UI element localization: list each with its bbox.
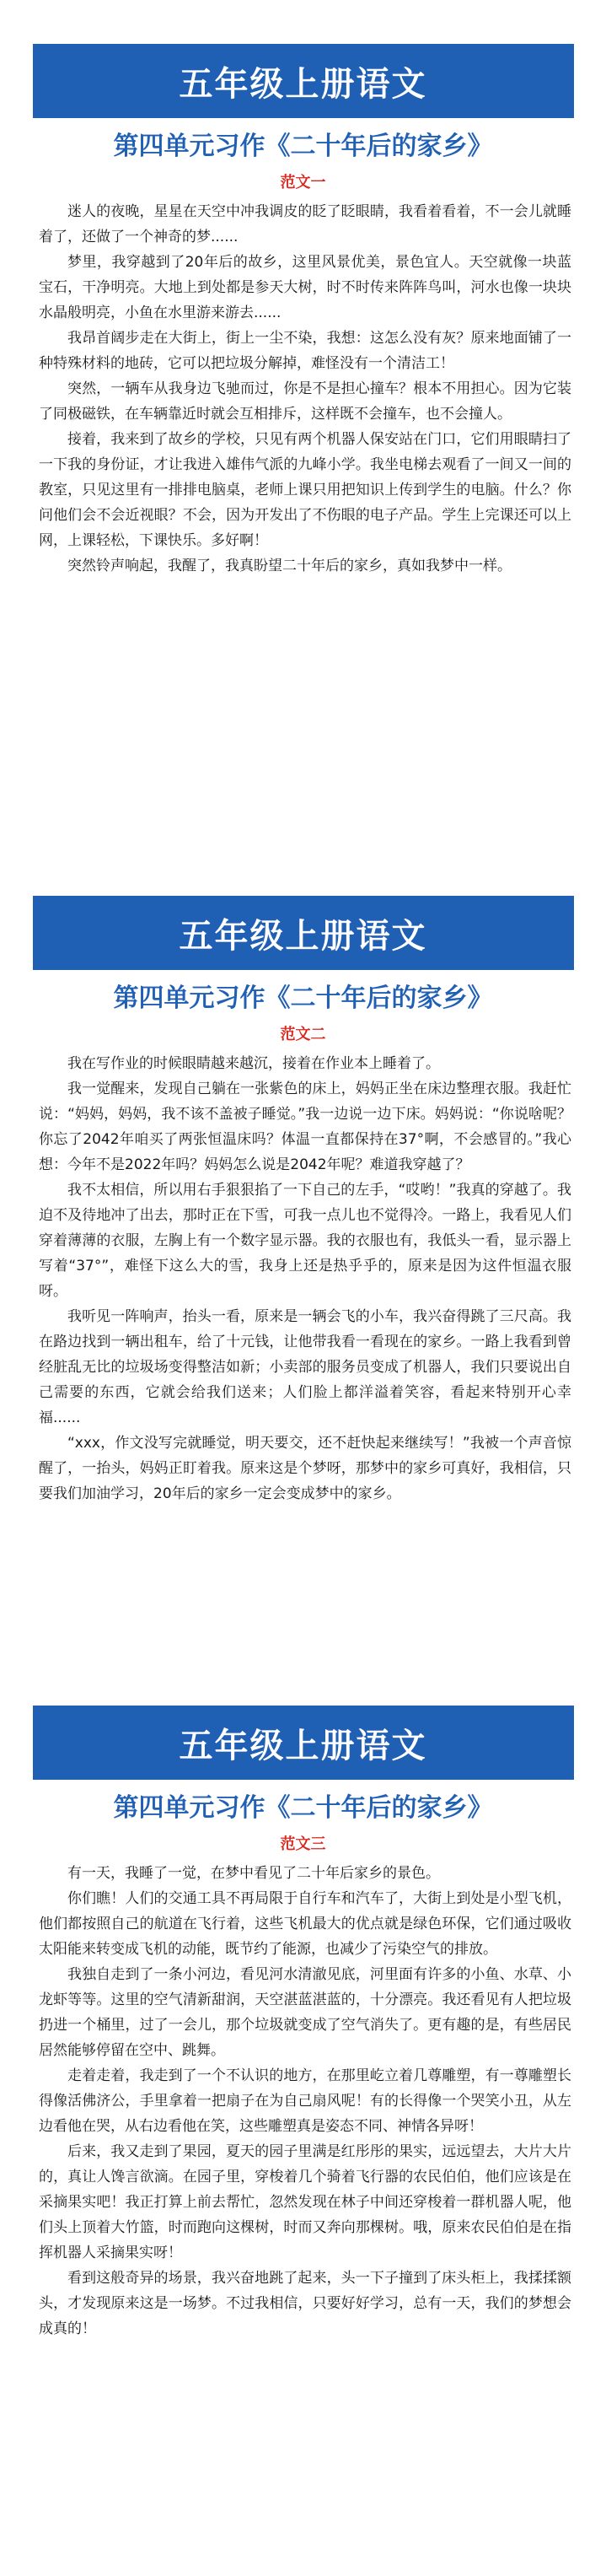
article-section-2 (0, 896, 606, 1506)
paragraph: 你们瞧！人们的交通工具不再局限于自行车和汽车了，大街上到处是小型飞机，他们都按照自己的航道在飞行着，这些飞机最大的优点就是绿色环保，它们通过吸收太阳能来转变成飞机的动能，既节约了能源，也减少了污染空气的排放。 (39, 1890, 571, 1958)
paragraph: 我听见一阵响声，抬头一看，原来是一辆会飞的小车，我兴奋得跳了三尺高。我在路边找到一辆出租车，给了十元钱，让他带我看一看现在的家乡。一路上我看到曾经脏乱无比的垃圾场变得整洁如新；小卖部的服务员变成了机器人，我们只要说出自己需要的东西，它就会给我们送来；人们脸上都洋溢着笑容，看起来特别开心幸福...... (39, 1308, 571, 1426)
paragraph: 后来，我又走到了果园，夏天的园子里满是红彤彤的果实，远远望去，大片大片的，真让人馋言欲滴。在园子里，穿梭着几个骑着飞行器的农民伯伯，他们应该是在采摘果实吧！我正打算上前去帮忙，忽然发现在林子中间还穿梭着一群机器人呢，他们头上顶着大竹篮，时而跑向这棵树，时而又奔向那棵树。哦，原来农民伯伯是在指挥机器人采摘果实呀！ (39, 2143, 571, 2261)
paragraph: 我在写作业的时候眼睛越来越沉，接着在作业本上睡着了。 (67, 1055, 440, 1072)
paragraph: 我昂首阔步走在大街上，街上一尘不染，我想：这怎么没有灰？原来地面铺了一种特殊材料的地砖，它可以把垃圾分解掉，难怪没有一个清洁工！ (39, 330, 571, 372)
paragraph: 我不太相信，所以用右手狠狠掐了一下自己的左手，“哎哟！”我真的穿越了。我迫不及待地冲了出去，那时正在下雪，可我一点儿也不觉得冷。一路上，我看见人们穿着薄薄的衣服，左胸上有一个数字显示器。我的衣服也有，我低头一看，显示器上写着“37°”，难怪下这么大的雪，我身上还是热乎乎的，原来是因为这件恒温衣服呀。 (39, 1182, 571, 1300)
paragraph: 有一天，我睡了一觉，在梦中看见了二十年后家乡的景色。 (67, 1865, 440, 1882)
paragraph: 走着走着，我走到了一个不认识的地方，在那里屹立着几尊雕塑，有一尊雕塑长得像活佛济公，手里拿着一把扇子在为自己扇风呢！有的长得像一个哭笑小丑，从左边看他在哭，从右边看他在笑，这些雕塑真是姿态不同、神情各异呀！ (39, 2067, 571, 2135)
paragraph: 接着，我来到了故乡的学校，只见有两个机器人保安站在门口，它们用眼睛扫了一下我的身份证，才让我进入雄伟气派的九峰小学。我坐电梯去观看了一间又一间的教室，只见这里有一排排电脑桌，老师上课只用把知识上传到学生的电脑。什么？你问他们会不会近视眼？不会，因为开发出了不伤眼的电子产品。学生上完课还可以上网，上课轻松，下课快乐。多好啊！ (39, 431, 571, 549)
page-title: 第四单元习作《二十年后的家乡》 (113, 132, 493, 161)
page-title: 第四单元习作《二十年后的家乡》 (113, 984, 493, 1013)
title-banner: 五年级上册语文 (33, 1706, 574, 1780)
article-body (39, 199, 571, 579)
title-banner: 五年级上册语文 (33, 896, 574, 970)
page-title: 第四单元习作《二十年后的家乡》 (113, 1793, 493, 1823)
title-banner: 五年级上册语文 (33, 44, 574, 118)
paragraph: 突然，一辆车从我身边飞驰而过，你是不是担心撞车？根本不用担心。因为它装了同极磁铁，在车辆靠近时就会互相排斥，这样既不会撞车，也不会撞人。 (39, 380, 571, 423)
article-section-1 (0, 44, 606, 579)
paragraph: 梦里，我穿越到了20年后的故乡，这里风景优美，景色宜人。天空就像一块蓝宝石，干净明亮。大地上到处都是参天大树，时不时传来阵阵鸟叫，河水也像一块块水晶般明亮，小鱼在水里游来游去...... (39, 254, 571, 321)
paragraph: 我独自走到了一条小河边，看见河水清澈见底，河里面有许多的小鱼、水草、小龙虾等等。这里的空气清新甜润，天空湛蓝湛蓝的，十分漂亮。我还看见有人把垃圾扔进一个桶里，过了一会儿，那个垃圾就变成了空气消失了。更有趣的是，有些居民居然能够停留在空中、跳舞。 (39, 1966, 571, 2059)
sample-label: 范文一 (280, 174, 326, 191)
article-section-3 (0, 1706, 606, 2342)
paragraph: 迷人的夜晚，星星在天空中冲我调皮的眨了眨眼睛，我看着看着，不一会儿就睡着了，还做了一个神奇的梦...... (39, 203, 571, 245)
article-body (39, 1861, 571, 2342)
paragraph: 我一觉醒来，发现自己躺在一张紫色的床上，妈妈正坐在床边整理衣服。我赶忙说：“妈妈，妈妈，我不该不盖被子睡觉。”我一边说一边下床。妈妈说：“你说啥呢？你忘了2042年咱买了两张恒温床吗？体温一直都保持在37°啊，不会感冒的。”我心想：今年不是2022年吗？妈妈怎么说是2042年呢？难道我穿越了？ (39, 1081, 571, 1173)
sample-label: 范文二 (280, 1026, 326, 1043)
article-body (39, 1051, 571, 1506)
sample-label: 范文三 (280, 1835, 326, 1853)
paragraph: 看到这般奇异的场景，我兴奋地跳了起来，头一下子撞到了床头柜上，我揉揉额头，才发现原来这是一场梦。不过我相信，只要好好学习，总有一天，我们的梦想会成真的！ (39, 2270, 571, 2337)
paragraph: 突然铃声响起，我醒了，我真盼望二十年后的家乡，真如我梦中一样。 (67, 558, 512, 574)
paragraph: “xxx，作文没写完就睡觉，明天要交，还不赶快起来继续写！”我被一个声音惊醒了，一抬头，妈妈正盯着我。原来这是个梦呀，那梦中的家乡可真好，我相信，只要我们加油学习，20年后的家乡一定会变成梦中的家乡。 (39, 1435, 571, 1502)
